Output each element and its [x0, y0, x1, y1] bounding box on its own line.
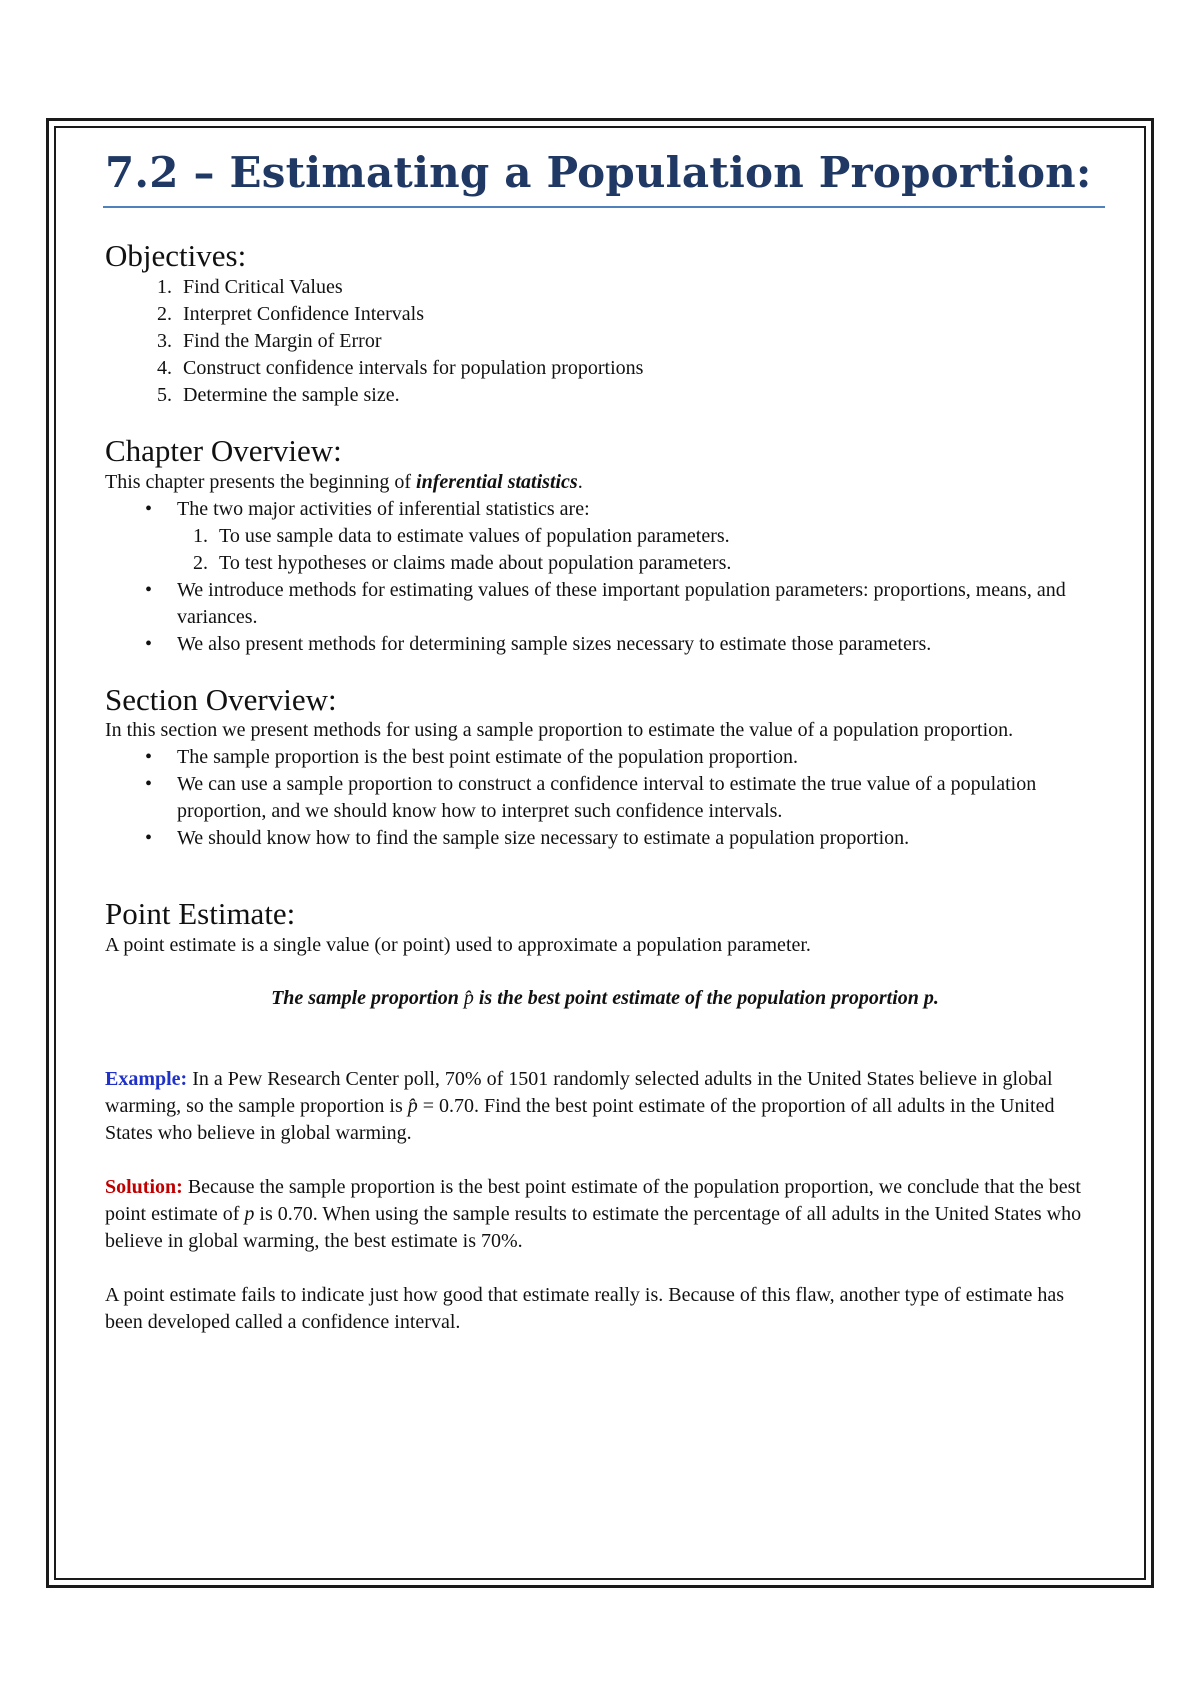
- section-overview-list: [105, 744, 1105, 852]
- point-estimate-statement: [105, 985, 1105, 1012]
- page-content: [105, 140, 1105, 1336]
- intro-period: .: [577, 470, 583, 493]
- list-item-text: We also present methods for determining sample sizes necessary to estimate those parameters.: [177, 632, 932, 655]
- list-item: [145, 744, 1105, 771]
- objectives-heading: Objectives:: [105, 238, 247, 274]
- list-item-text: The two major activities of inferential statistics are:: [177, 497, 590, 520]
- list-item: [145, 771, 1105, 825]
- statement-text: is the best point estimate of the population proportion p.: [473, 986, 939, 1009]
- list-item-text: We introduce methods for estimating values of these important population parameters: proportions, means, and variances.: [177, 578, 1066, 628]
- intro-text: This chapter presents the beginning of: [105, 470, 417, 493]
- sub-list-item: 1. To use sample data to estimate values of population parameters.: [213, 523, 1105, 550]
- objectives-section: [105, 238, 1105, 409]
- list-item: 3. Find the Margin of Error: [177, 328, 1105, 355]
- example-text: . Find the best point estimate of the proportion of all adults in the United States who believe in global warming.: [105, 1094, 1055, 1144]
- solution-label: Solution:: [105, 1175, 183, 1198]
- example-equals: = 0.70: [417, 1094, 475, 1117]
- section-overview-section: [105, 682, 1105, 853]
- point-estimate-heading: Point Estimate:: [105, 896, 296, 932]
- bullet-icon: •: [145, 746, 153, 769]
- closing-paragraph: A point estimate fails to indicate just how good that estimate really is. Because of this flaw, another type of estimate has been developed called a confidence interval.: [105, 1283, 1065, 1333]
- page-title: 7.2 – Estimating a Population Proportion:: [105, 148, 1092, 197]
- section-overview-intro: In this section we present methods for using a sample proportion to estimate the value of a population proportion.: [105, 719, 1014, 742]
- example-text: In a Pew Research Center poll, 70% of 1501 randomly selected adults in the United States believe in global warming, so the sample proportion is: [105, 1067, 1053, 1117]
- list-item: 1. Find Critical Values: [177, 274, 1105, 301]
- solution-paragraph: [105, 1174, 1105, 1255]
- list-item: 2. Interpret Confidence Intervals: [177, 301, 1105, 328]
- p-hat-symbol: p̂: [407, 1094, 418, 1117]
- bullet-icon: •: [145, 578, 153, 601]
- chapter-overview-heading: Chapter Overview:: [105, 433, 342, 469]
- list-item: 5. Determine the sample size.: [177, 382, 1105, 409]
- example-label: Example:: [105, 1067, 188, 1090]
- point-estimate-definition: A point estimate is a single value (or point) used to approximate a population parameter.: [105, 933, 811, 956]
- list-item: 4. Construct confidence intervals for population proportions: [177, 355, 1105, 382]
- solution-text: Because the sample proportion is the best point estimate of the population proportion, we conclude that the best point estimate of: [105, 1175, 1081, 1225]
- bullet-icon: •: [145, 497, 153, 520]
- example-paragraph: [105, 1066, 1105, 1147]
- chapter-overview-intro: [105, 469, 1105, 496]
- intro-emphasis: inferential statistics: [416, 470, 578, 493]
- list-item-text: We should know how to find the sample size necessary to estimate a population proportion.: [177, 827, 910, 850]
- list-item: [145, 631, 1105, 658]
- p-symbol: p: [244, 1202, 255, 1225]
- list-item: [145, 577, 1105, 631]
- chapter-overview-section: [105, 433, 1105, 658]
- list-item-text: We can use a sample proportion to construct a confidence interval to estimate the true value of a population proportion, and we should know how to interpret such confidence intervals.: [177, 773, 1037, 823]
- list-item: [145, 496, 1105, 577]
- p-hat-symbol: p̂: [463, 986, 474, 1009]
- solution-text: is 0.70. When using the sample results to estimate the percentage of all adults in the United States who believe in global warming, the best estimate is 70%.: [105, 1202, 1082, 1252]
- bullet-icon: •: [145, 632, 153, 655]
- list-item: [145, 825, 1105, 852]
- objectives-list: [105, 274, 1105, 409]
- section-overview-heading: Section Overview:: [105, 681, 337, 717]
- sub-list-item: 2. To test hypotheses or claims made about population parameters.: [213, 550, 1105, 577]
- chapter-overview-list: [105, 496, 1105, 658]
- sub-list: [177, 523, 1105, 577]
- bullet-icon: •: [145, 827, 153, 850]
- point-estimate-section: [105, 896, 1105, 1336]
- title-underline: [103, 206, 1105, 208]
- statement-text: The sample proportion: [271, 986, 464, 1009]
- list-item-text: The sample proportion is the best point estimate of the population proportion.: [177, 746, 798, 769]
- bullet-icon: •: [145, 773, 153, 796]
